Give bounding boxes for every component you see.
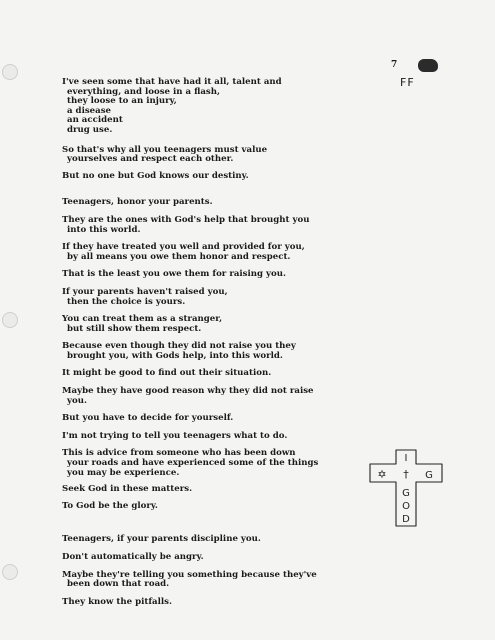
paragraph [62,342,422,361]
cross-letter-top: I [404,453,408,464]
punch-hole-bottom [2,564,18,580]
handwritten-initials: FF [400,76,415,89]
ink-blot [418,59,438,72]
text-line: To God be the glory. [62,500,158,511]
text-line: Maybe they have good reason why they did not raise [62,386,314,397]
text-line: It might be good to find out their situation. [62,368,272,379]
text-line: you may be experience. [67,467,180,478]
text-line: I've seen some that have had it all, talent and [62,77,282,87]
paragraph [62,315,422,334]
paragraph [62,369,422,379]
text-line: If your parents haven't raised you, [62,286,228,297]
paragraph [62,146,422,165]
punch-hole-top [2,64,18,80]
punch-hole-middle [2,312,18,328]
text-line: They know the pitfalls. [62,596,172,607]
paragraph [62,387,422,406]
text-line: This is advice from someone who has been down [62,448,296,459]
text-line: everything, and loose in a flash, [67,86,220,97]
text-line: Maybe they're telling you something because they've [62,569,317,580]
cross-letter-g: G [402,488,410,499]
text-line: I'm not trying to tell you teenagers what to do. [62,430,288,441]
cross-letter-right: G [425,470,433,481]
text-line: If they have treated you well and provided for you, [62,242,305,253]
paragraph [62,432,422,442]
text-line: Teenagers, honor your parents. [62,197,213,208]
text-line: They are the ones with God's help that brought you [62,214,310,225]
small-cross-icon: † [403,468,409,481]
paragraph [62,216,422,235]
paragraph [62,198,422,208]
text-line: a disease [67,105,112,116]
star-of-david-icon: ✡ [377,468,387,481]
text-line: You can treat them as a stranger, [62,314,223,325]
paragraph [62,288,422,307]
paragraph [62,553,422,563]
text-line: That is the least you owe them for raising you. [62,269,286,280]
text-line: Because even though they did not raise you they [62,341,296,352]
text-line: into this world. [67,224,141,235]
text-line: been down that road. [67,579,170,590]
text-line: yourselves and respect each other. [67,154,234,165]
text-line: Don't automatically be angry. [62,552,204,562]
paragraph [62,414,422,424]
text-line: then the choice is yours. [67,296,186,307]
text-line: your roads and have experienced some of the things [67,458,319,469]
cross-letter-o: O [402,501,410,512]
paragraph [62,243,422,262]
paragraph [62,270,422,280]
text-line: Seek God in these matters. [62,484,193,495]
text-line: Teenagers, if your parents discipline you. [62,534,261,545]
text-line: by all means you owe them honor and respect. [67,251,291,262]
cross-letter-d: D [402,514,410,525]
text-line: So that's why all you teenagers must value [62,144,268,155]
paragraph [62,78,422,136]
text-line: drug use. [67,124,113,135]
hand-drawn-cross [368,448,448,528]
page-number: 7 [391,60,398,70]
paragraph [62,172,422,182]
text-line: But no one but God knows our destiny. [62,170,249,181]
text-line: an accident [67,115,123,126]
text-line: but still show them respect. [67,323,202,334]
paragraph [62,598,422,608]
text-line: you. [67,395,87,406]
paragraph [62,535,422,545]
text-line: they loose to an injury, [67,96,177,107]
paragraph [62,571,422,590]
text-line: But you have to decide for yourself. [62,413,234,424]
text-line: brought you, with Gods help, into this world. [67,350,283,361]
